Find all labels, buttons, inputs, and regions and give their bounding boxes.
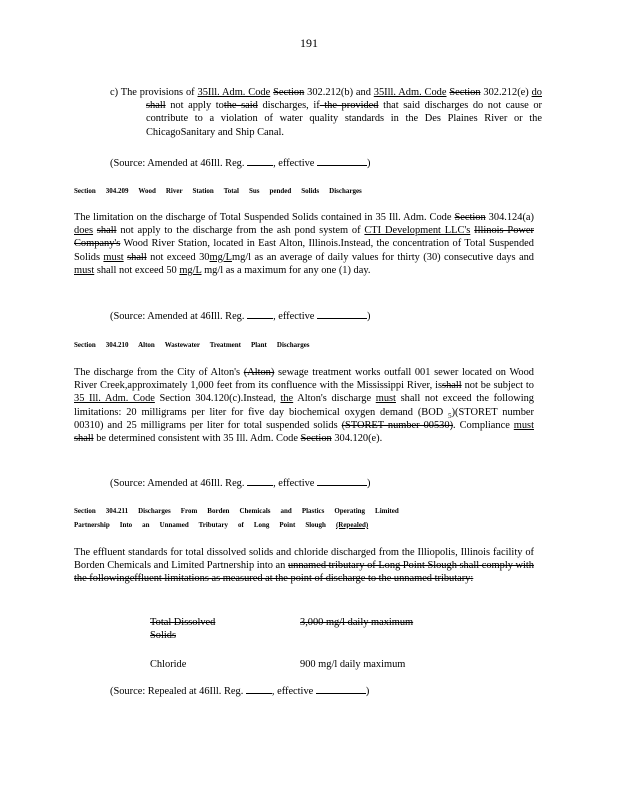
table-cell-param: Chloride xyxy=(150,659,187,670)
limits-table xyxy=(150,616,450,684)
table-row xyxy=(150,616,450,642)
section-heading-304-209: Section 304.209 Wood River Station Total Sus pended Solids Discharges xyxy=(74,186,362,195)
source-note-1: (Source: Amended at 46Ill. Reg. , effective ) xyxy=(110,158,371,169)
effective-blank xyxy=(317,476,367,486)
table-row xyxy=(150,658,450,684)
source-note-4: (Source: Repealed at 46Ill. Reg. , effective ) xyxy=(110,686,370,697)
paragraph-c: c) The provisions of 35Ill. Adm. Code Section 302.212(b) and 35Ill. Adm. Code Section 302.212(e) do shall not apply tothe said discharges, if the provided that said discharges do not cause or contribute to a violation of water quality standards in the Des Plaines River or the ChicagoSanitary and Ship Canal. xyxy=(110,87,542,138)
repealed-label: (Repealed) xyxy=(335,520,369,529)
page-number: 191 xyxy=(300,36,318,50)
source-note-3: (Source: Amended at 46Ill. Reg. , effective ) xyxy=(110,478,371,489)
reg-blank xyxy=(246,684,272,694)
section-heading-304-211: Section 304.211 Discharges From Borden Chemicals and Plastics Operating Limited Partnership Into an Unnamed Tributary of Long Point Slough (Repealed) xyxy=(74,506,399,529)
reg-blank xyxy=(247,156,273,166)
reg-blank xyxy=(247,309,273,319)
table-cell-limit: 3,000 mg/l daily maximum xyxy=(300,617,414,628)
paragraph-304-209: The limitation on the discharge of Total Suspended Solids contained in 35 Ill. Adm. Code Section 304.124(a) does shall not apply to the discharge from the ash pond system of CTI Development LLC's Illinois Power Company's Wood River Station, located in East Alton, Illinois.Instead, the concentration of Total Suspended Solids must shall not exceed 30mg/Lmg/l as an average of daily values for thirty (30) consecutive days and must shall not exceed 50 mg/L mg/l as a maximum for any one (1) day. xyxy=(74,212,534,276)
source-note-2: (Source: Amended at 46Ill. Reg. , effective ) xyxy=(110,311,371,322)
section-heading-304-210: Section 304.210 Alton Wastewater Treatment Plant Discharges xyxy=(74,340,310,349)
effective-blank xyxy=(317,156,367,166)
paragraph-304-211: The effluent standards for total dissolved solids and chloride discharged from the Illiopolis, Illinois facility of Borden Chemicals and Limited Partnership into an unnamed tributary of Long Point Slough shall comply with the followingeffluent limitations as measured at the point of discharge to the unnamed tributary: xyxy=(74,547,535,585)
effective-blank xyxy=(316,684,366,694)
table-cell-limit: 900 mg/l daily maximum xyxy=(300,659,406,670)
paragraph-304-210: The discharge from the City of Alton's (Alton) sewage treatment works outfall 001 sewer located on Wood River Creek,approximately 1,000 feet from its confluence with the Mississippi River, isshall not be subject to 35 Ill. Adm. Code Section 304.120(c).Instead, the Alton's discharge must shall not exceed the following limitations: 20 milligrams per liter for five day biochemical oxygen demand (BOD $_5$)(STORET number 00310) and 25 milligrams per liter for total suspended solids (STORET number 00530). Compliance must shall be determined consistent with 35 Ill. Adm. Code Section 304.120(e). xyxy=(74,367,535,445)
reg-blank xyxy=(247,476,273,486)
effective-blank xyxy=(317,309,367,319)
table-cell-param: Total Dissolved Solids xyxy=(150,617,216,641)
